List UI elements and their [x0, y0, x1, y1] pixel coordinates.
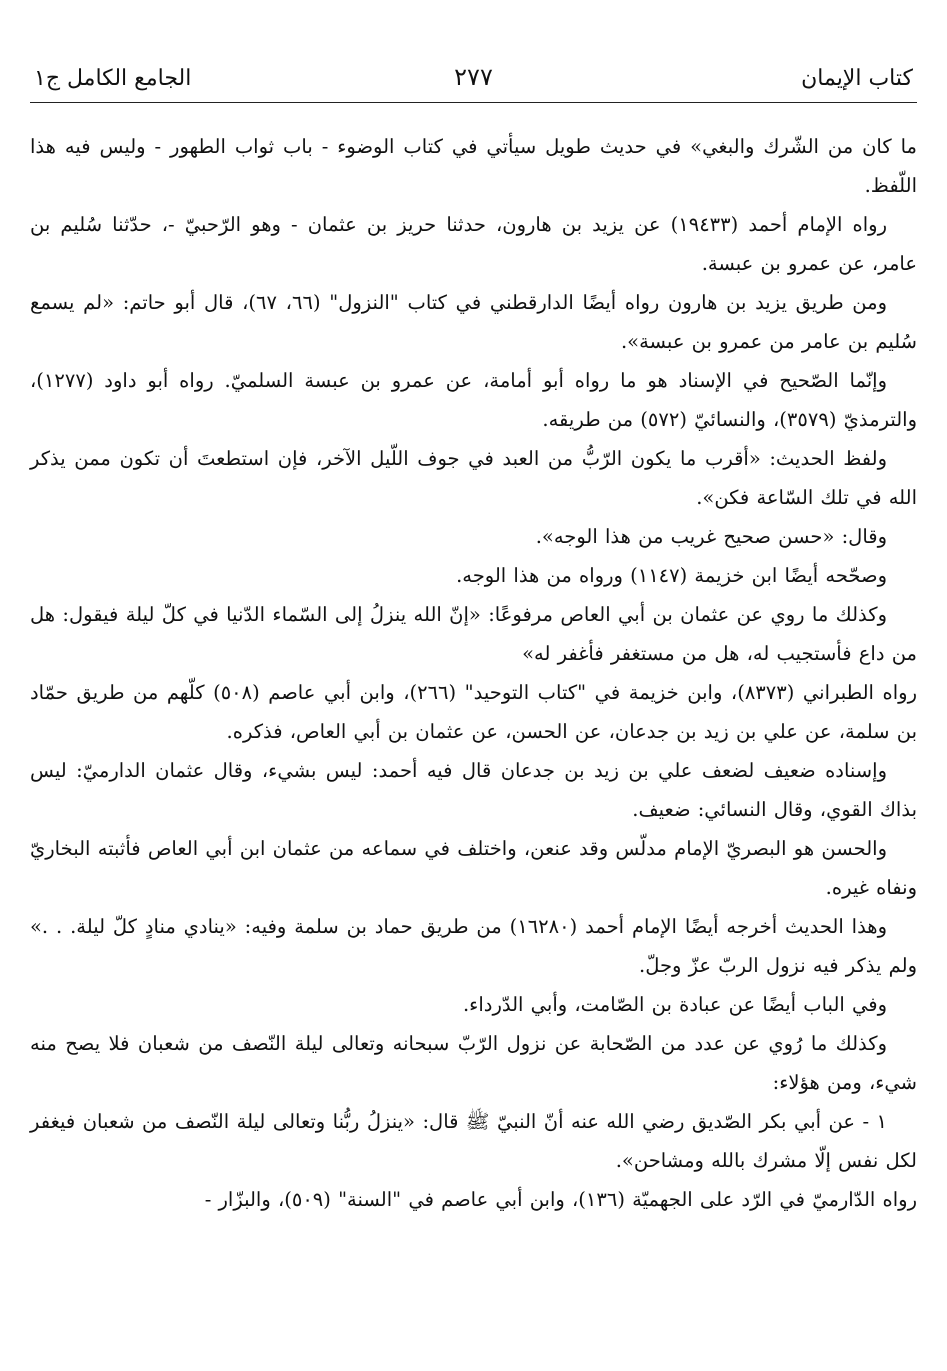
book-title: كتاب الإيمان	[801, 66, 913, 91]
paragraph: وهذا الحديث أخرجه أيضًا الإمام أحمد (١٦٢٨٠) من طريق حماد بن سلمة وفيه: «ينادي منادٍ كلّ ليلة. . .» ولم يذكر فيه نزول الربّ عزّ وجلّ.	[30, 915, 917, 977]
book-page	[30, 52, 917, 1219]
paragraph: وإسناده ضعيف لضعف علي بن زيد بن جدعان قال فيه أحمد: ليس بشيء، وقال عثمان الدارميّ: ليس بذاك القوي، وقال النسائي: ضعيف.	[30, 759, 917, 821]
page-body	[30, 127, 917, 1219]
paragraph: والحسن هو البصريّ الإمام مدلّس وقد عنعن، واختلف في سماعه من عثمان ابن أبي العاص فأثبته البخاريّ ونفاه غيره.	[30, 837, 917, 899]
paragraph: رواه الطبراني (٨٣٧٣)، وابن خزيمة في "كتاب التوحيد" (٢٦٦)، وابن أبي عاصم (٥٠٨) كلّهم من طريق حمّاد بن سلمة، عن علي بن زيد بن جدعان، عن الحسن، عن عثمان بن أبي العاص، فذكره.	[30, 681, 917, 743]
paragraph: وإنّما الصّحيح في الإسناد هو ما رواه أبو أمامة، عن عمرو بن عبسة السلميّ. رواه أبو داود (١٢٧٧)، والترمذيّ (٣٥٧٩)، والنسائيّ (٥٧٢) من طريقه.	[30, 369, 917, 431]
paragraph: وكذلك ما روي عن عثمان بن أبي العاص مرفوعًا: «إنّ الله ينزلُ إلى السّماء الدّنيا في كلّ ليلة فيقول: هل من داع فأستجيب له، هل من مستغفر فأغفر له»	[30, 603, 917, 665]
paragraph: رواه الإمام أحمد (١٩٤٣٣) عن يزيد بن هارون، حدثنا حريز بن عثمان - وهو الرّحبيّ -، حدّثنا سُليم بن عامر، عن عمرو بن عبسة.	[30, 213, 917, 275]
paragraph: وقال: «حسن صحيح غريب من هذا الوجه».	[535, 525, 887, 548]
paragraph: ولفظ الحديث: «أقرب ما يكون الرّبُّ من العبد في جوف اللّيل الآخر، فإن استطعتَ أن تكون ممن يذكر الله في تلك السّاعة فكن».	[30, 447, 917, 509]
paragraph: وصحّحه أيضًا ابن خزيمة (١١٤٧) ورواه من هذا الوجه.	[456, 564, 887, 587]
paragraph: رواه الدّارميّ في الرّد على الجهميّة (١٣٦)، وابن أبي عاصم في "السنة" (٥٠٩)، والبزّار -	[204, 1188, 917, 1211]
paragraph: وفي الباب أيضًا عن عبادة بن الصّامت، وأبي الدّرداء.	[462, 993, 887, 1016]
paragraph: ومن طريق يزيد بن هارون رواه أيضًا الدارقطني في كتاب "النزول" (٦٦، ٦٧)، قال أبو حاتم: «لم يسمع سُليم بن عامر من عمرو بن عبسة».	[30, 291, 917, 353]
paragraph: ما كان من الشّرك والبغي» في حديث طويل سيأتي في كتاب الوضوء - باب ثواب الطهور - وليس فيه هذا اللّفظ.	[30, 135, 917, 197]
page-number: ٢٧٧	[454, 63, 493, 91]
paragraph: ١ - عن أبي بكر الصّديق رضي الله عنه أنّ النبيّ ﷺ قال: «ينزلُ ربُّنا وتعالى ليلة النّصف من شعبان فيغفر لكل نفس إلّا مشرك بالله ومشاحن».	[30, 1110, 917, 1172]
running-header	[30, 52, 917, 103]
paragraph: وكذلك ما رُوي عن عدد من الصّحابة عن نزول الرّبّ سبحانه وتعالى ليلة النّصف من شعبان فلا يصح منه شيء، ومن هؤلاء:	[30, 1032, 917, 1094]
volume-title: الجامع الكامل ج١	[34, 66, 192, 91]
